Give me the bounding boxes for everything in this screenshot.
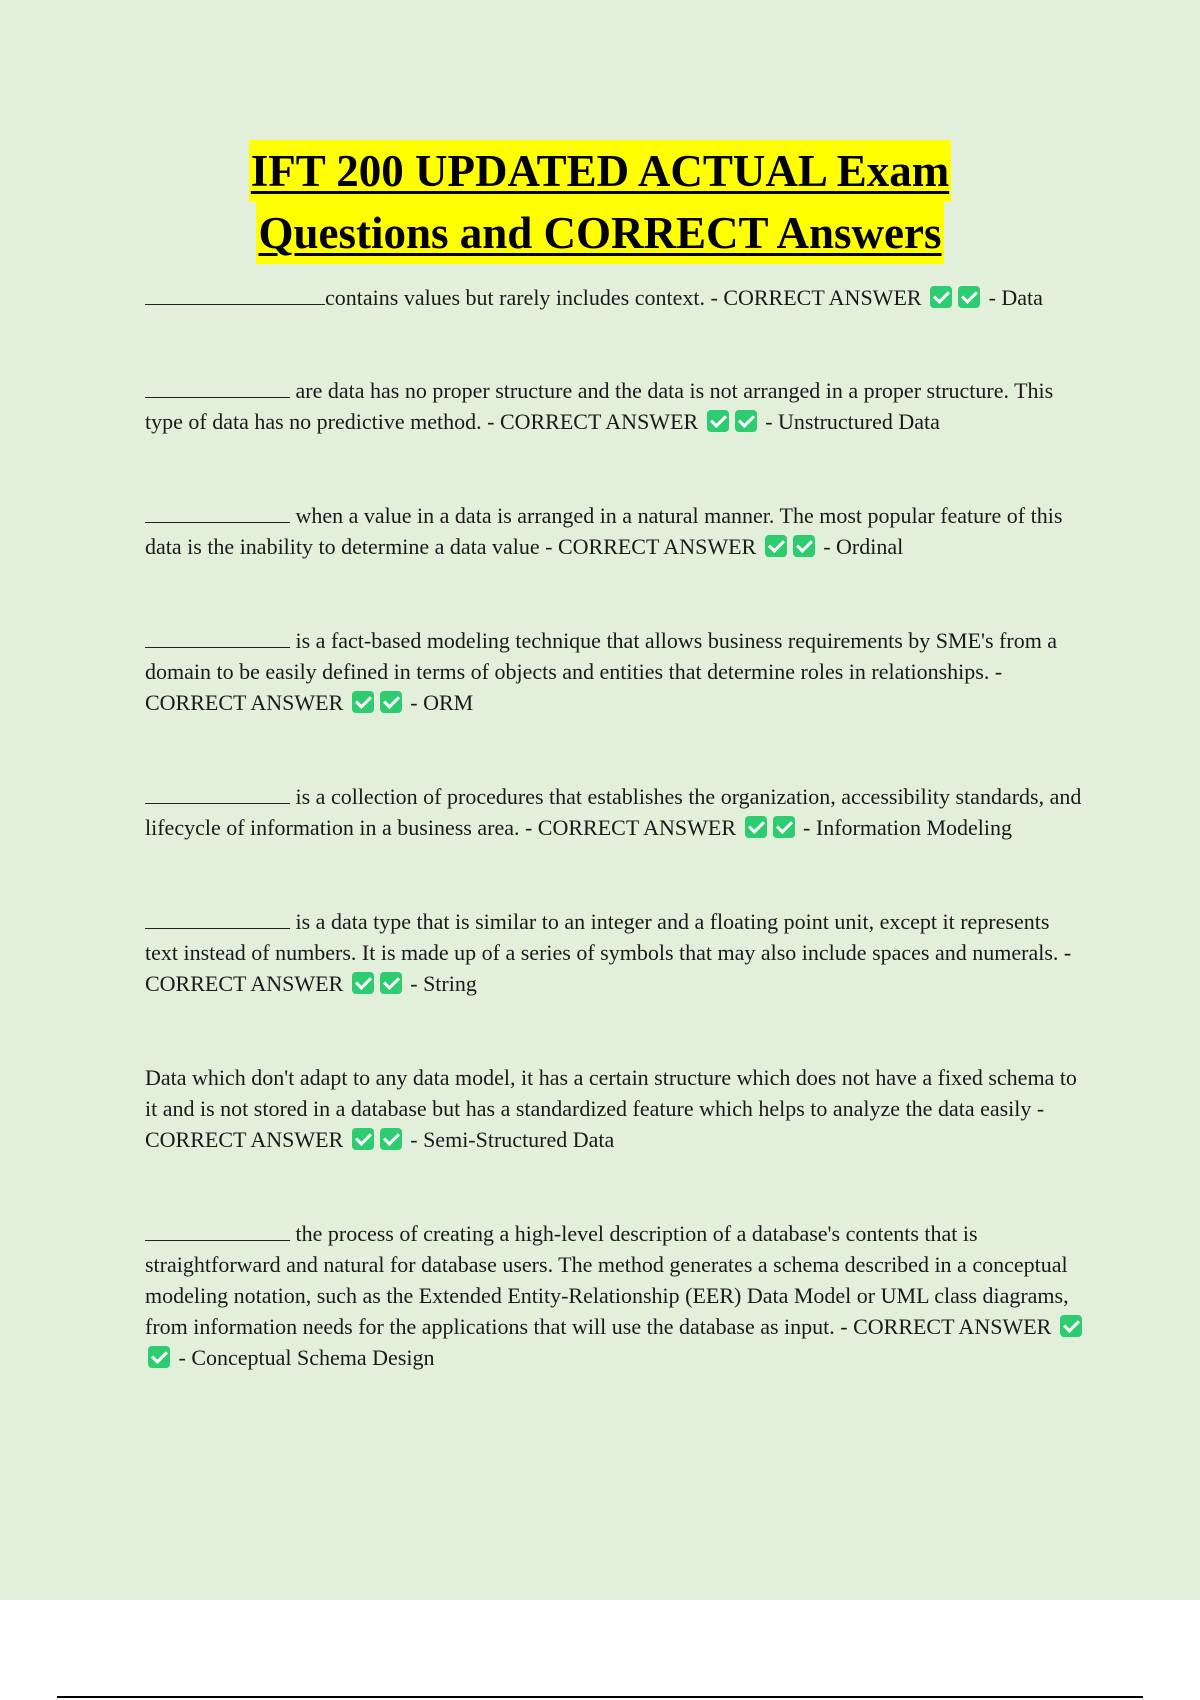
question-text: is a collection of procedures that establishes the organization, accessibility standards, and lifecycle of information in a business area. - CORRECT ANSWER xyxy=(145,784,1082,840)
qa-item xyxy=(145,781,1085,843)
fill-in-blank xyxy=(145,377,290,398)
document-title xyxy=(0,140,1200,264)
check-box-icon xyxy=(352,972,374,994)
check-box-icon xyxy=(793,535,815,557)
fill-in-blank xyxy=(145,908,290,929)
check-box-icon xyxy=(380,972,402,994)
question-text: Data which don't adapt to any data model, it has a certain structure which does not have a fixed schema to it and is not stored in a database but has a standardized feature which helps to analyze the data easily - CORRECT ANSWER xyxy=(145,1065,1077,1152)
answer-text: - Semi-Structured Data xyxy=(410,1127,615,1152)
check-box-icon xyxy=(380,1128,402,1150)
check-box-icon xyxy=(745,816,767,838)
qa-list xyxy=(145,282,1085,1373)
answer-text: - Conceptual Schema Design xyxy=(178,1345,435,1370)
answer-text: - Data xyxy=(988,285,1043,310)
question-text: are data has no proper structure and the data is not arranged in a proper structure. This type of data has no predictive method. - CORRECT ANSWER xyxy=(145,378,1054,434)
answer-text: - Ordinal xyxy=(823,534,904,559)
check-box-icon xyxy=(735,410,757,432)
question-text: contains values but rarely includes context. - CORRECT ANSWER xyxy=(325,285,922,310)
qa-item xyxy=(145,500,1085,562)
title-line-2: Questions and CORRECT Answers xyxy=(256,202,943,264)
question-text: is a fact-based modeling technique that allows business requirements by SME's from a domain to be easily defined in terms of objects and entities that determine roles in relationships. - CORRECT ANSWER xyxy=(145,628,1058,715)
answer-text: - Information Modeling xyxy=(803,815,1013,840)
fill-in-blank xyxy=(145,783,290,804)
check-box-icon xyxy=(773,816,795,838)
check-box-icon xyxy=(1060,1315,1082,1337)
check-box-icon xyxy=(930,286,952,308)
answer-text: - Unstructured Data xyxy=(765,409,940,434)
check-box-icon xyxy=(380,691,402,713)
question-text: when a value in a data is arranged in a natural manner. The most popular feature of this data is the inability to determine a data value - CORRECT ANSWER xyxy=(145,503,1063,559)
qa-item xyxy=(145,1218,1085,1373)
title-line-1: IFT 200 UPDATED ACTUAL Exam xyxy=(249,140,951,202)
qa-item xyxy=(145,625,1085,718)
answer-text: - String xyxy=(410,971,477,996)
qa-item xyxy=(145,282,1085,313)
question-text: is a data type that is similar to an integer and a floating point unit, except it represents text instead of numbers. It is made up of a series of symbols that may also include spaces and numerals. - CORRECT ANSWER xyxy=(145,909,1072,996)
question-text: the process of creating a high-level description of a database's contents that is straightforward and natural for database users. The method generates a schema described in a conceptual modeling notation, such as the Extended Entity-Relationship (EER) Data Model or UML class diagrams, from information needs for the applications that will use the database as input. - CORRECT ANSWER xyxy=(145,1221,1069,1339)
fill-in-blank xyxy=(145,284,325,305)
check-box-icon xyxy=(765,535,787,557)
qa-item xyxy=(145,1062,1085,1155)
check-box-icon xyxy=(707,410,729,432)
footer-rule xyxy=(57,1696,1143,1698)
qa-item xyxy=(145,906,1085,999)
check-box-icon xyxy=(352,1128,374,1150)
check-box-icon xyxy=(352,691,374,713)
qa-item xyxy=(145,375,1085,437)
check-box-icon xyxy=(958,286,980,308)
answer-text: - ORM xyxy=(410,690,474,715)
fill-in-blank xyxy=(145,502,290,523)
check-box-icon xyxy=(148,1346,170,1368)
fill-in-blank xyxy=(145,627,290,648)
fill-in-blank xyxy=(145,1220,290,1241)
